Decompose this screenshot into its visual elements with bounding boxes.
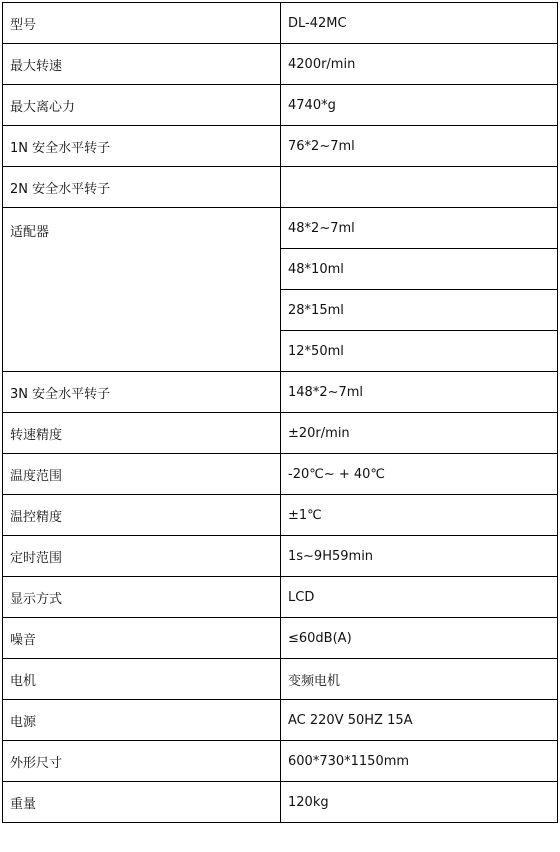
row-value: 4740*g <box>281 85 558 126</box>
table-row <box>3 167 558 208</box>
table-row <box>3 126 558 167</box>
row-label: 电机 <box>3 659 281 700</box>
table-row <box>3 782 558 823</box>
row-label: 转速精度 <box>3 413 281 454</box>
row-label: 3N 安全水平转子 <box>3 372 281 413</box>
row-value: LCD <box>281 577 558 618</box>
table-row <box>3 495 558 536</box>
table-row <box>3 536 558 577</box>
table-row <box>3 44 558 85</box>
row-value: 12*50ml <box>281 331 558 372</box>
row-label: 温控精度 <box>3 495 281 536</box>
row-value: ±1℃ <box>281 495 558 536</box>
row-label: 最大转速 <box>3 44 281 85</box>
row-label: 电源 <box>3 700 281 741</box>
table-row <box>3 208 558 249</box>
row-value: 76*2~7ml <box>281 126 558 167</box>
table-row <box>3 741 558 782</box>
table-row <box>3 577 558 618</box>
row-label: 温度范围 <box>3 454 281 495</box>
row-label: 1N 安全水平转子 <box>3 126 281 167</box>
row-label: 2N 安全水平转子 <box>3 167 281 208</box>
row-value: 4200r/min <box>281 44 558 85</box>
row-label: 适配器 <box>3 208 281 372</box>
row-label: 噪音 <box>3 618 281 659</box>
row-value: 变频电机 <box>281 659 558 700</box>
table-row <box>3 85 558 126</box>
row-value: 1s~9H59min <box>281 536 558 577</box>
row-value: -20℃~ + 40℃ <box>281 454 558 495</box>
table-row <box>3 700 558 741</box>
spec-table <box>2 2 558 823</box>
row-value: AC 220V 50HZ 15A <box>281 700 558 741</box>
row-value: DL-42MC <box>281 3 558 44</box>
row-value: 48*10ml <box>281 249 558 290</box>
row-label: 定时范围 <box>3 536 281 577</box>
row-value: ±20r/min <box>281 413 558 454</box>
row-value: 148*2~7ml <box>281 372 558 413</box>
table-row <box>3 659 558 700</box>
table-row <box>3 454 558 495</box>
row-label: 最大离心力 <box>3 85 281 126</box>
row-value <box>281 167 558 208</box>
table-row <box>3 372 558 413</box>
row-value: 48*2~7ml <box>281 208 558 249</box>
row-label: 显示方式 <box>3 577 281 618</box>
row-label: 型号 <box>3 3 281 44</box>
row-label: 重量 <box>3 782 281 823</box>
table-row <box>3 618 558 659</box>
row-value: 600*730*1150mm <box>281 741 558 782</box>
row-value: 120kg <box>281 782 558 823</box>
row-label: 外形尺寸 <box>3 741 281 782</box>
row-value: 28*15ml <box>281 290 558 331</box>
row-value: ≤60dB(A) <box>281 618 558 659</box>
table-row <box>3 413 558 454</box>
table-row <box>3 3 558 44</box>
